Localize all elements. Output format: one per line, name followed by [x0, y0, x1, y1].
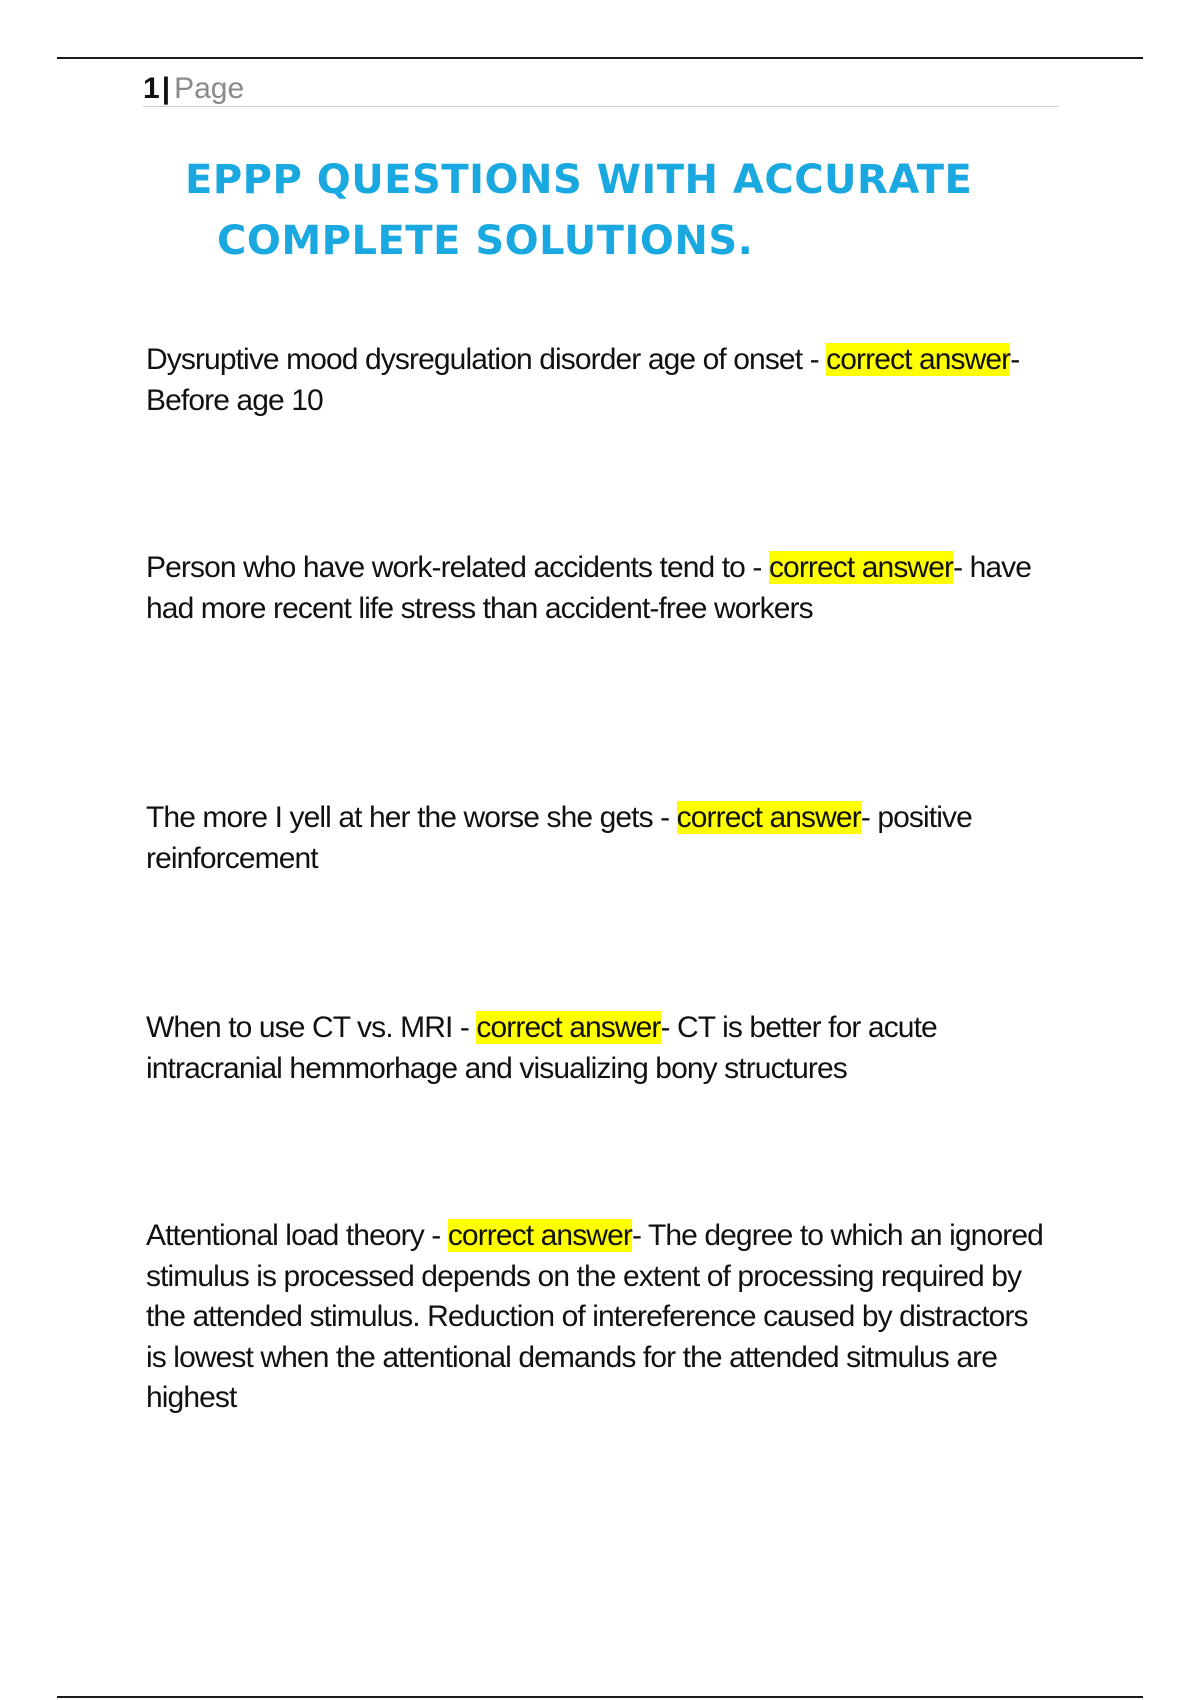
page-label: Page: [174, 72, 245, 105]
question-text: Attentional load theory: [146, 1219, 424, 1252]
top-rule: [57, 57, 1143, 59]
question-text: The more I yell at her the worse she gets: [146, 801, 653, 834]
answer-text: The degree to which an ignored stimulus is processed depends on the extent of processing required by the attended stimulus. Reduction of intereference caused by distractors is lowest when the attentional demands for the attended sitmulus are highest: [146, 1219, 1043, 1414]
correct-answer-marker: correct answer: [476, 1011, 661, 1044]
answer-text: CT is better for acute intracranial hemmorhage and visualizing bony structures: [146, 1011, 937, 1085]
question-text: Dysruptive mood dysregulation disorder age of onset: [146, 343, 803, 376]
page-separator: |: [161, 72, 171, 105]
page-header: [143, 72, 1058, 107]
qa-item-5: Attentional load theory - correct answer- The degree to which an ignored stimulus is processed depends on the extent of processing required by the attended stimulus. Reduction of intereference caused by distractors is lowest when the attentional demands for the attended sitmulus are highest: [146, 1219, 1043, 1414]
answer-text: have had more recent life stress than accident-free workers: [146, 551, 1032, 625]
correct-answer-marker: correct answer: [447, 1219, 632, 1252]
correct-answer-marker: correct answer: [768, 551, 954, 584]
document-title: [185, 150, 1045, 272]
question-text: When to use CT vs. MRI: [146, 1011, 453, 1044]
answer-text: Before age 10: [146, 383, 323, 417]
page-number: 1: [143, 72, 160, 105]
bottom-rule: [57, 1696, 1143, 1698]
correct-answer-marker: correct answer: [826, 343, 1011, 376]
correct-answer-marker: correct answer: [676, 801, 861, 834]
question-text: Person who have work-related accidents tend to: [146, 551, 745, 584]
qa-item-3: The more I yell at her the worse she gets - correct answer- positive reinforcement: [146, 801, 972, 875]
answer-text: positive reinforcement: [146, 801, 972, 875]
qa-item-1: Dysruptive mood dysregulation disorder age of onset - correct answer- Before age 10: [146, 343, 1020, 417]
qa-item-2: Person who have work-related accidents tend to - correct answer- have had more recent life stress than accident-free workers: [146, 551, 1032, 625]
title-line-1: EPPP QUESTIONS WITH ACCURATE: [185, 157, 973, 203]
qa-item-4: When to use CT vs. MRI - correct answer- CT is better for acute intracranial hemmorhage and visualizing bony structures: [146, 1011, 937, 1085]
title-line-2: COMPLETE SOLUTIONS.: [217, 218, 754, 264]
